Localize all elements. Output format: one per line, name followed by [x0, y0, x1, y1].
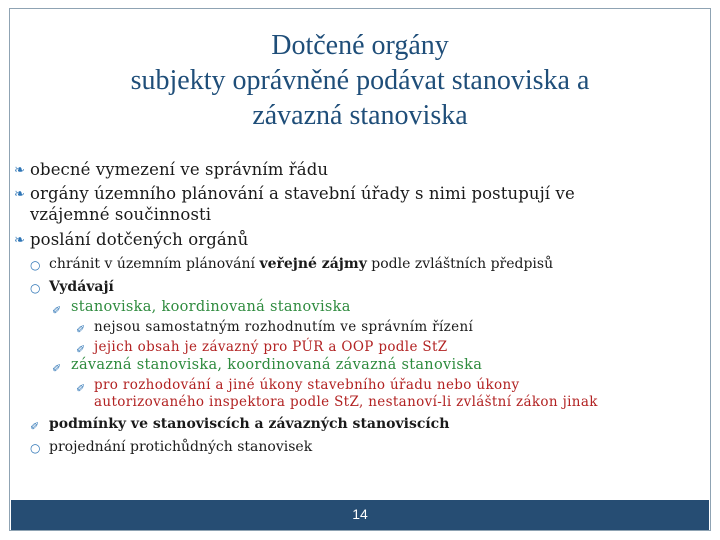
sub-item-2a-i: nejsou samostatným rozhodnutím ve správním řízení [94, 319, 474, 335]
sub-item-1-pre: chránit v územním plánování [49, 256, 260, 272]
sub-item-1-post: podle zvláštních předpisů [366, 256, 554, 272]
sub-item-2: Vydávají [49, 279, 114, 295]
pen-bullet-icon: ✐ [76, 343, 86, 356]
list-item-2-line-1: orgány územního plánování a stavební úřady s nimi postupují ve [30, 184, 575, 203]
wing-bullet-icon: ❧ [14, 233, 25, 248]
pen-bullet-icon: ✐ [52, 362, 62, 375]
wing-bullet-icon: ❧ [14, 187, 25, 202]
list-item-1: obecné vymezení ve správním řádu [30, 160, 329, 179]
slide-title [0, 28, 720, 133]
sub-item-2b-i-line-1: pro rozhodování a jiné úkony stavebního úřadu nebo úkony [94, 377, 520, 393]
pen-bullet-icon: ✐ [76, 382, 86, 395]
circle-bullet-icon: ○ [30, 258, 41, 272]
footer-bar [11, 500, 709, 530]
title-line-3: závazná stanoviska [252, 100, 468, 131]
title-line-1: Dotčené orgány [271, 30, 449, 61]
title-line-2: subjekty oprávněné podávat stanoviska a [130, 65, 590, 96]
sub-item-3: podmínky ve stanoviscích a závazných stanoviscích [49, 416, 450, 432]
pen-bullet-icon: ✐ [30, 420, 40, 433]
pen-bullet-icon: ✐ [52, 304, 62, 317]
circle-bullet-icon: ○ [30, 281, 41, 295]
wing-bullet-icon: ❧ [14, 163, 25, 178]
sub-item-2a: stanoviska, koordinovaná stanoviska [71, 299, 351, 315]
sub-item-4: projednání protichůdných stanovisek [49, 439, 313, 455]
sub-item-1-bold: veřejné zájmy [259, 256, 367, 272]
circle-bullet-icon: ○ [30, 441, 41, 455]
sub-item-1 [49, 256, 553, 272]
sub-item-2a-ii: jejich obsah je závazný pro PÚR a OOP podle StZ [94, 339, 448, 355]
page-number: 14 [352, 506, 368, 522]
sub-item-2b: závazná stanoviska, koordinovaná závazná stanoviska [71, 357, 483, 373]
pen-bullet-icon: ✐ [76, 323, 86, 336]
list-item-3: poslání dotčených orgánů [30, 230, 249, 249]
list-item-2-line-2: vzájemné součinnosti [30, 205, 212, 224]
sub-item-2b-i-line-2: autorizovaného inspektora podle StZ, nestanoví-li zvláštní zákon jinak [94, 394, 598, 410]
